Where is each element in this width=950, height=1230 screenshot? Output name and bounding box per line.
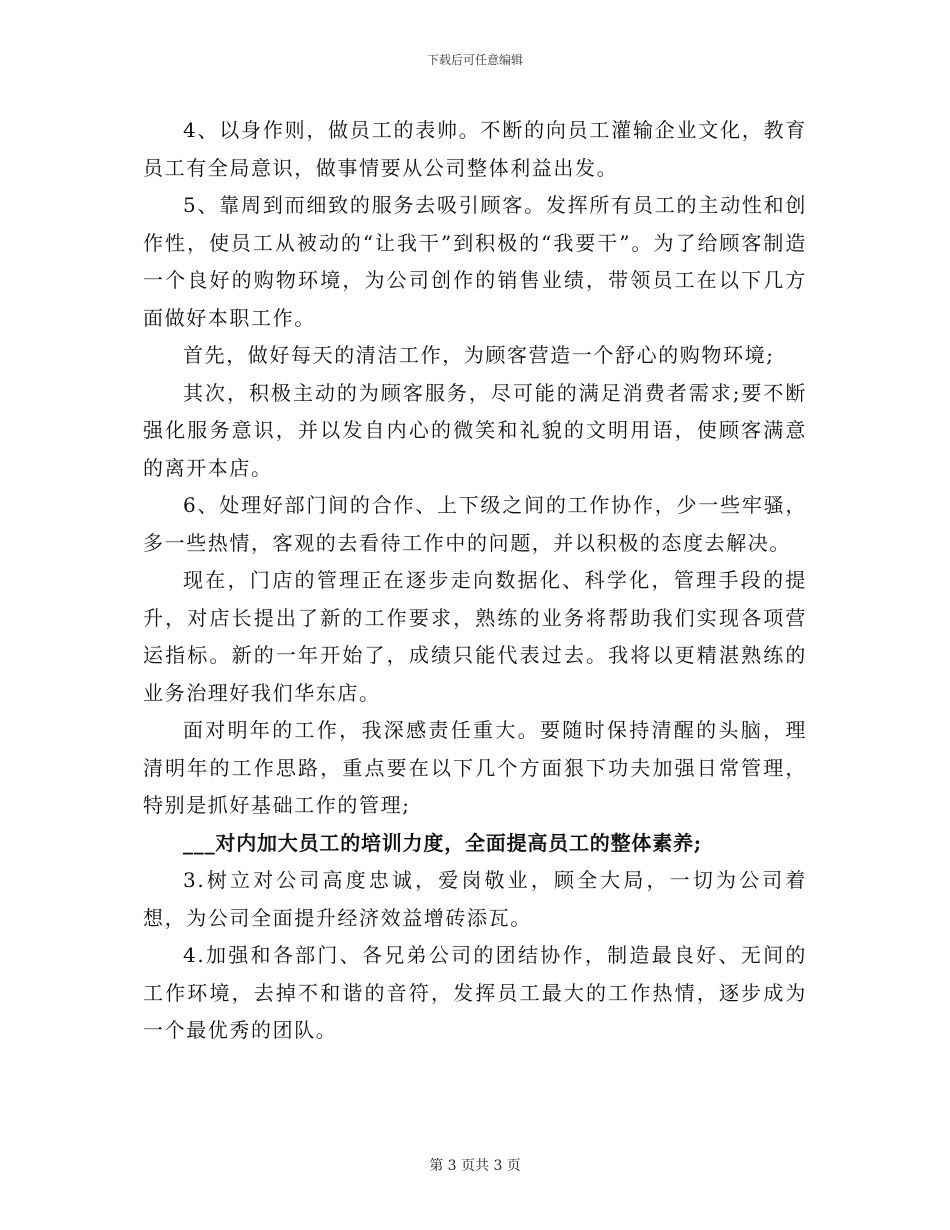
paragraph-item-6: 6、处理好部门间的合作、上下级之间的工作协作，少一些牢骚，多一些热情，客观的去看待工作中的问题，并以积极的态度去解决。 <box>143 493 807 555</box>
bold-heading-training: ___对内加大员工的培训力度，全面提高员工的整体素养; <box>183 830 702 855</box>
paragraph-item-4: 4、以身作则，做员工的表帅。不断的向员工灌输企业文化，教育员工有全局意识，做事情要从公司整体利益出发。 <box>143 118 807 180</box>
paragraph-first: 首先，做好每天的清洁工作，为顾客营造一个舒心的购物环境; <box>183 343 775 367</box>
page-footer: 第 3 页共 3 页 <box>429 1158 521 1174</box>
paragraph-next-year: 面对明年的工作，我深感责任重大。要随时保持清醒的头脑，理清明年的工作思路，重点要在以下几个方面狠下功夫加强日常管理，特别是抓好基础工作的管理; <box>143 718 807 817</box>
document-body <box>143 112 807 1050</box>
paragraph-item-5: 5、靠周到而细致的服务去吸引顾客。发挥所有员工的主动性和创作性，使员工从被动的“让我干”到积极的“我要干”。为了给顾客制造一个良好的购物环境，为公司创作的销售业绩，带领员工在以下几方面做好本职工作。 <box>143 193 807 330</box>
paragraph-point-4: 4.加强和各部门、各兄弟公司的团结协作，制造最良好、无间的工作环境，去掉不和谐的音符，发挥员工最大的工作热情，逐步成为一个最优秀的团队。 <box>143 943 807 1042</box>
paragraph-second: 其次，积极主动的为顾客服务，尽可能的满足消费者需求;要不断强化服务意识，并以发自内心的微笑和礼貌的文明用语，使顾客满意的离开本店。 <box>143 380 807 480</box>
paragraph-point-3: 3.树立对公司高度忠诚，爱岗敬业，顾全大局，一切为公司着想，为公司全面提升经济效益增砖添瓦。 <box>143 868 807 930</box>
paragraph-current-status: 现在，门店的管理正在逐步走向数据化、科学化，管理手段的提升，对店长提出了新的工作要求，熟练的业务将帮助我们实现各项营运指标。新的一年开始了，成绩只能代表过去。我将以更精湛熟练的业务治理好我们华东店。 <box>143 568 807 705</box>
page-header: 下载后可任意编辑 <box>426 53 523 67</box>
